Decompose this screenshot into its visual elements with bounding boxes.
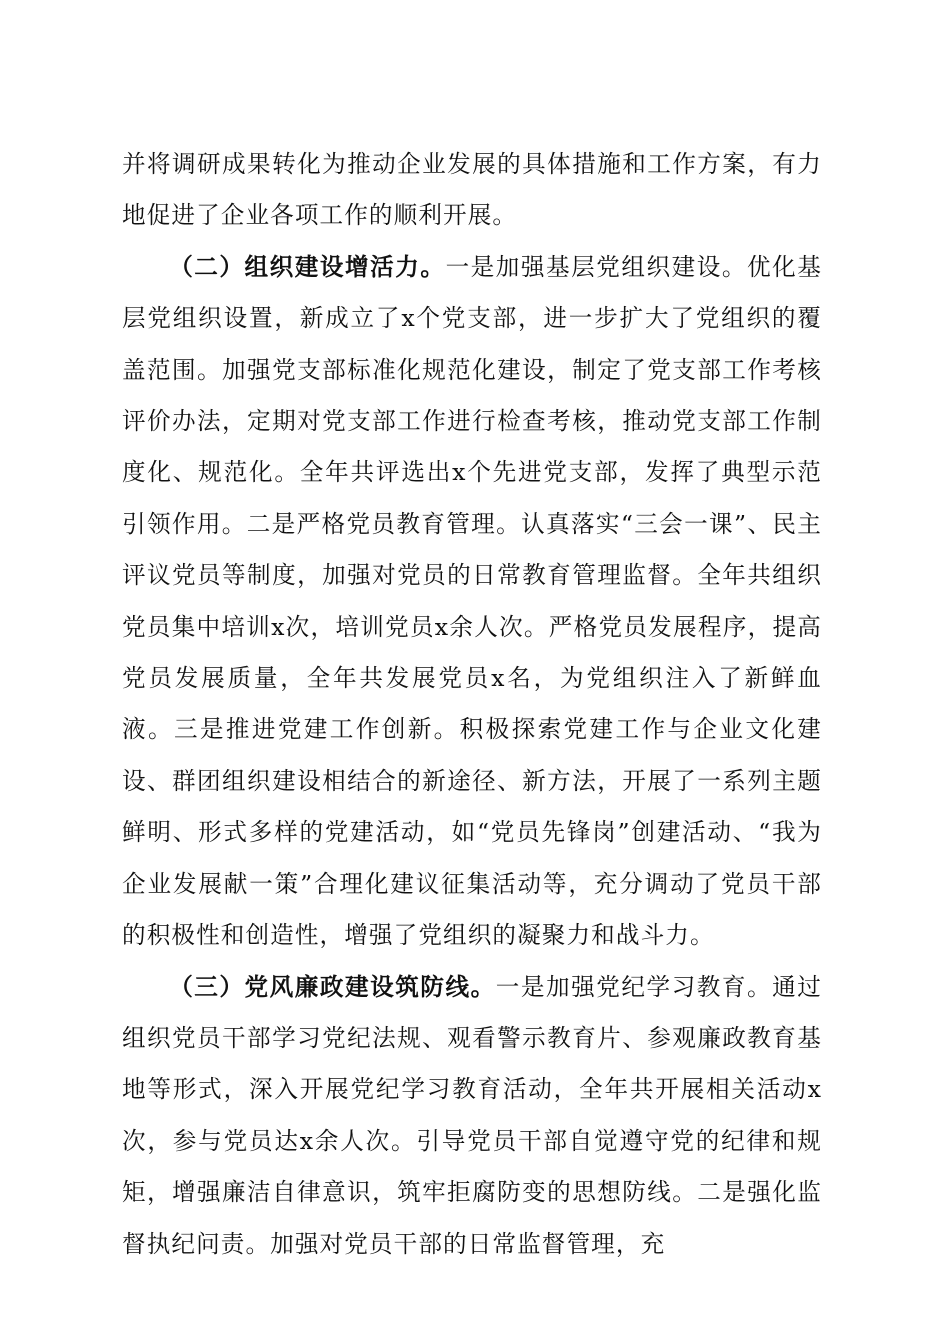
paragraph-text: 并将调研成果转化为推动企业发展的具体措施和工作方案，有力地促进了企业各项工作的顺利开展。: [122, 150, 822, 230]
paragraph-integrity-building: [122, 962, 822, 1270]
section-heading: （二）组织建设增活力。: [169, 252, 446, 281]
document-body: [122, 139, 822, 1270]
paragraph-organization-building: [122, 242, 822, 962]
paragraph-text: 一是加强党纪学习教育。通过组织党员干部学习党纪法规、观看警示教育片、参观廉政教育基地等形式，深入开展党纪学习教育活动，全年共开展相关活动x次，参与党员达x余人次。引导党员干部自觉遵守党的纪律和规矩，增强廉洁自律意识，筑牢拒腐防变的思想防线。二是强化监督执纪问责。加强对党员干部的日常监督管理，充: [122, 972, 822, 1258]
paragraph-continuation: [122, 139, 822, 242]
section-heading: （三）党风廉政建设筑防线。: [169, 972, 496, 1001]
paragraph-text: 一是加强基层党组织建设。优化基层党组织设置，新成立了x个党支部，进一步扩大了党组织的覆盖范围。加强党支部标准化规范化建设，制定了党支部工作考核评价办法，定期对党支部工作进行检查考核，推动党支部工作制度化、规范化。全年共评选出x个先进党支部，发挥了典型示范引领作用。二是严格党员教育管理。认真落实“三会一课”、民主评议党员等制度，加强对党员的日常教育管理监督。全年共组织党员集中培训x次，培训党员x余人次。严格党员发展程序，提高党员发展质量，全年共发展党员x名，为党组织注入了新鲜血液。三是推进党建工作创新。积极探索党建工作与企业文化建设、群团组织建设相结合的新途径、新方法，开展了一系列主题鲜明、形式多样的党建活动，如“党员先锋岗”创建活动、“我为企业发展献一策”合理化建议征集活动等，充分调动了党员干部的积极性和创造性，增强了党组织的凝聚力和战斗力。: [122, 252, 822, 950]
